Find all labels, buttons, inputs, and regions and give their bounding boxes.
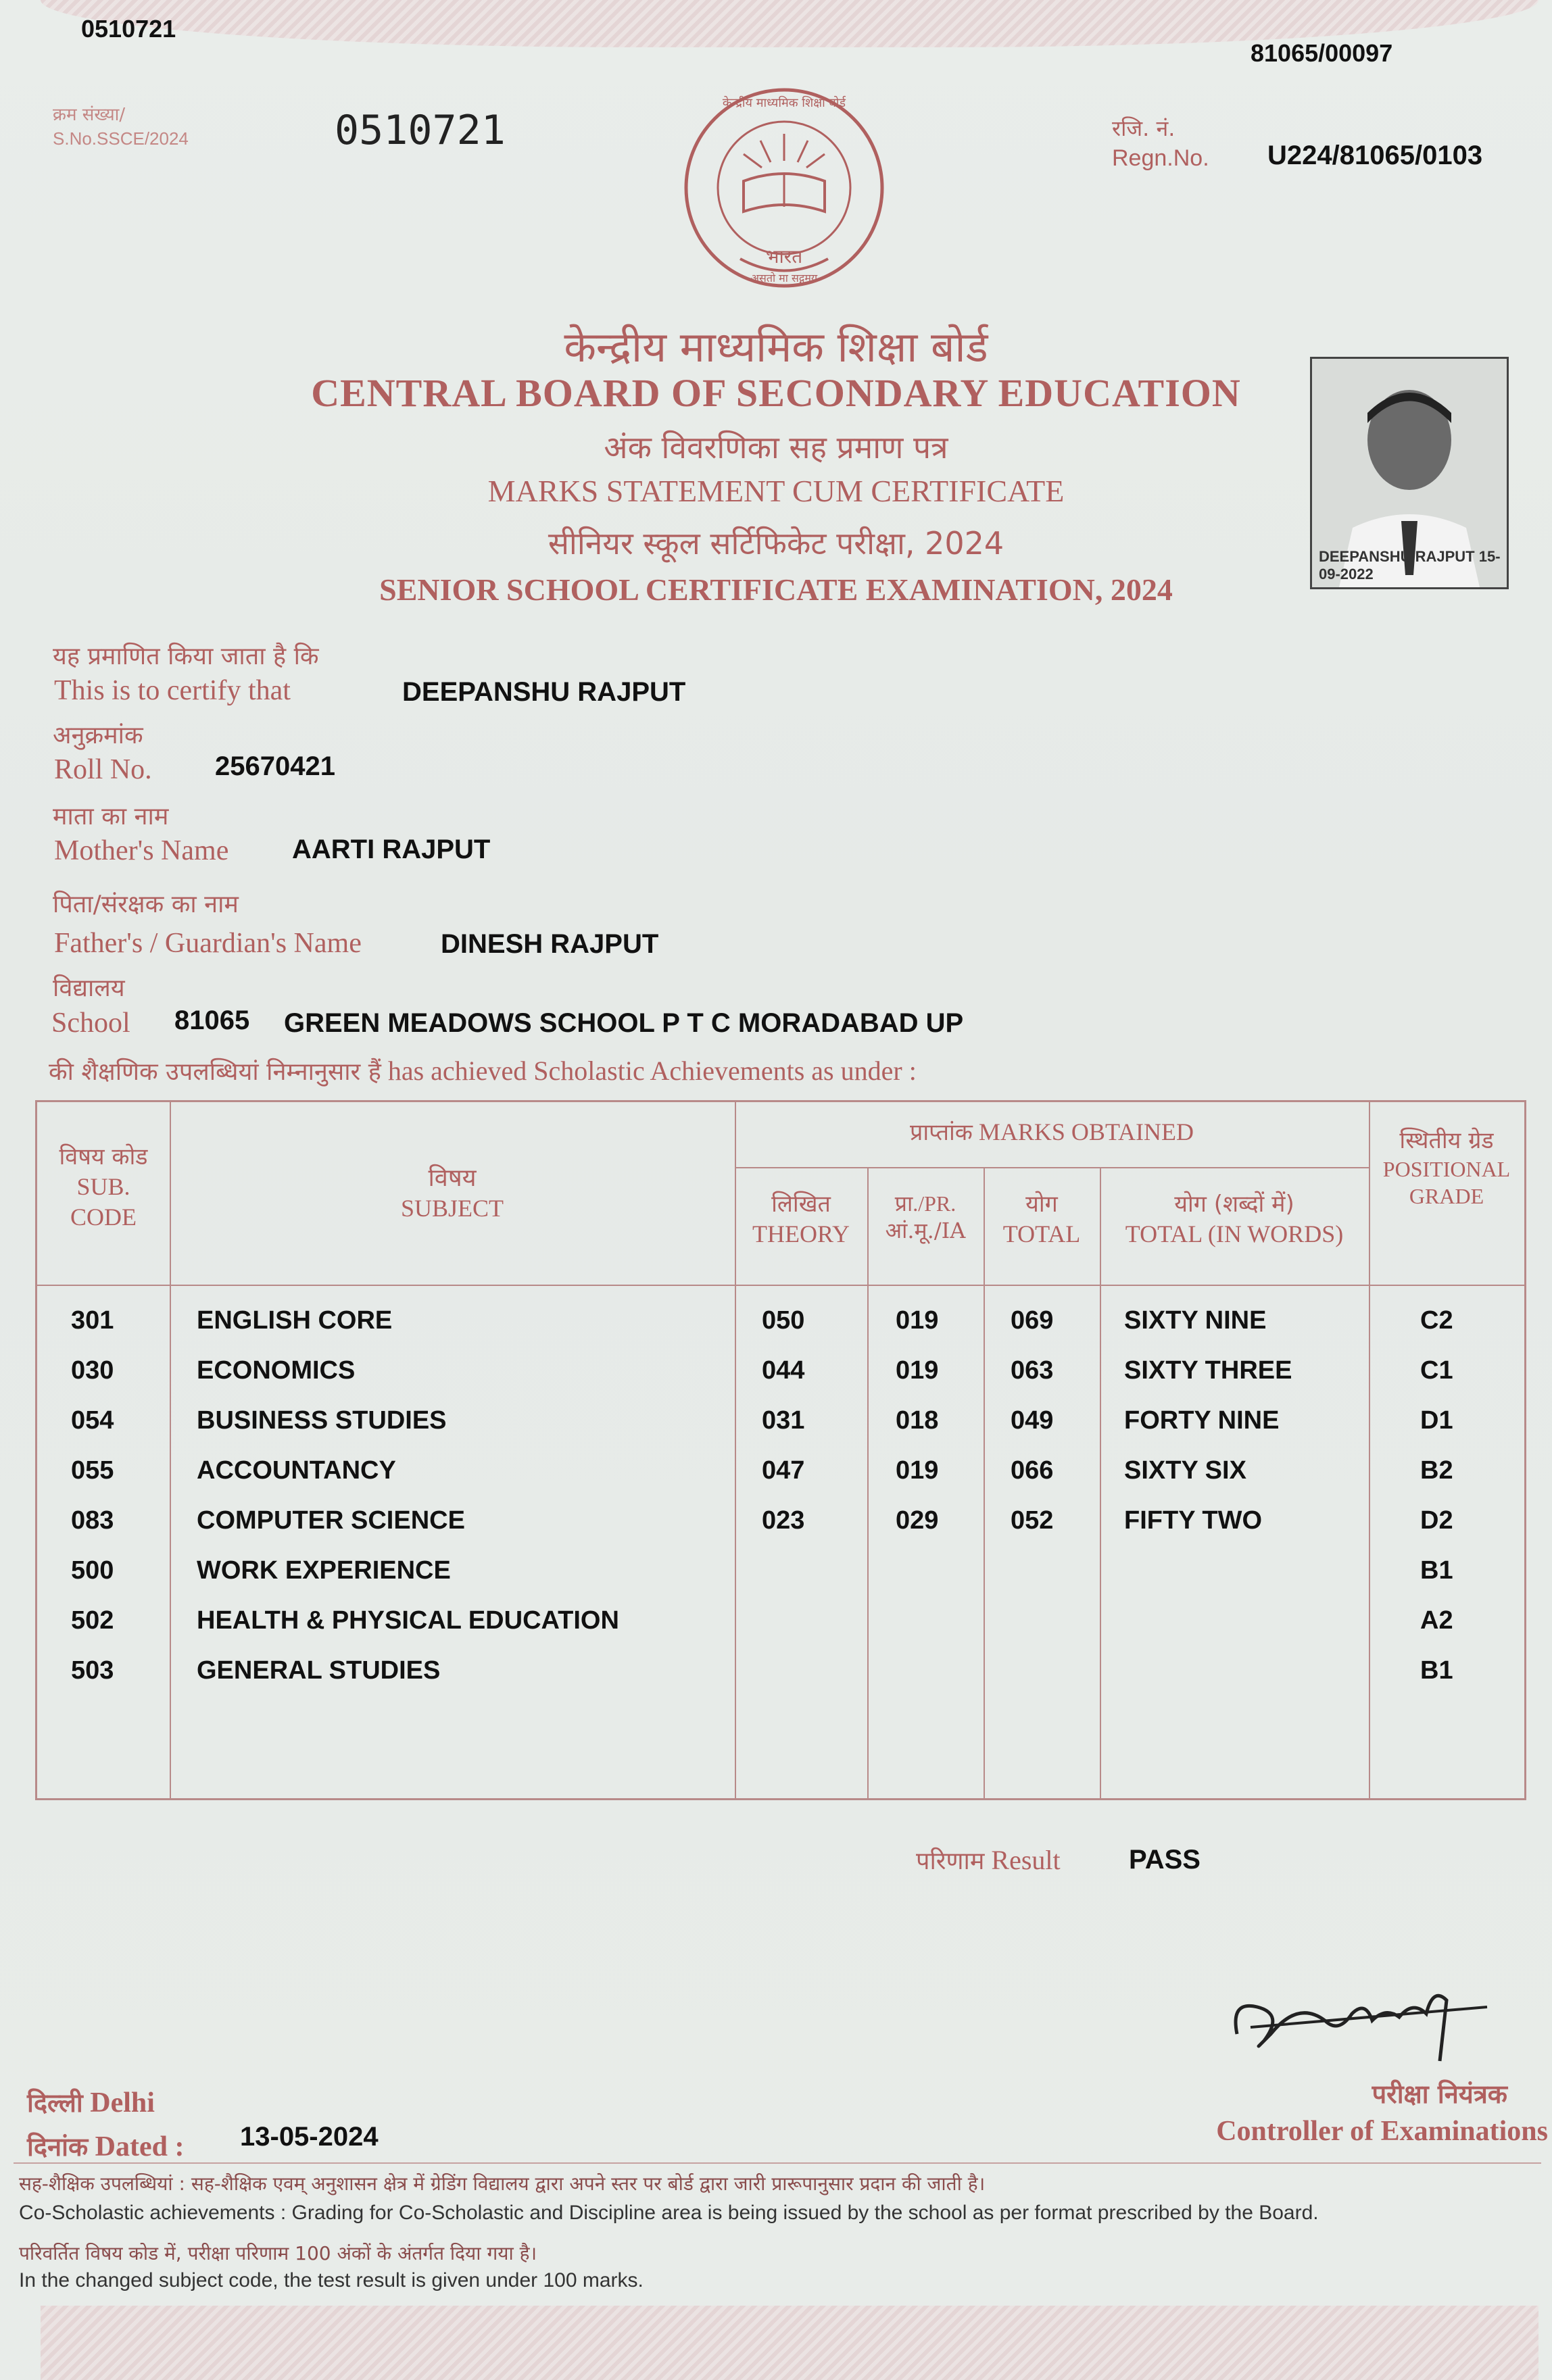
mother-label-hi: माता का नाम: [53, 803, 169, 830]
result-label-hi: परिणाम: [916, 1848, 985, 1875]
subject-code: 054: [71, 1406, 114, 1435]
subject-code: 055: [71, 1456, 114, 1485]
table-row: [37, 1550, 1524, 1600]
header-grade-en1: POSITIONAL: [1382, 1156, 1511, 1181]
table-row: [37, 1349, 1524, 1399]
positional-grade: B1: [1420, 1656, 1453, 1685]
subject-name: BUSINESS STUDIES: [197, 1406, 447, 1435]
header-subject-en: SUBJECT: [400, 1195, 504, 1222]
theory-marks: 023: [762, 1506, 805, 1535]
father-label-hi: पिता/संरक्षक का नाम: [53, 891, 239, 918]
place-hi: दिल्ली: [27, 2088, 83, 2118]
subject-name: GENERAL STUDIES: [197, 1656, 441, 1685]
mother-name: AARTI RAJPUT: [292, 835, 491, 864]
practical-marks: 019: [896, 1456, 939, 1485]
header-practical-en: आं.मू./IA: [885, 1218, 966, 1243]
regn-number: U224/81065/0103: [1267, 141, 1483, 170]
header-sub-code-en2: CODE: [70, 1203, 137, 1231]
subject-name: COMPUTER SCIENCE: [197, 1506, 465, 1535]
header-marks-obtained: [735, 1117, 1369, 1147]
total-in-words: SIXTY SIX: [1124, 1456, 1246, 1485]
roll-label-hi: अनुक्रमांक: [53, 722, 143, 749]
total-in-words: SIXTY NINE: [1124, 1306, 1267, 1335]
note-subject-code-en: In the changed subject code, the test result is given under 100 marks.: [19, 2269, 644, 2291]
table-row: [37, 1399, 1524, 1449]
subject-name: ECONOMICS: [197, 1356, 356, 1385]
candidate-name: DEEPANSHU RAJPUT: [402, 677, 686, 707]
subject-code: 301: [71, 1306, 114, 1335]
subject-code: 500: [71, 1556, 114, 1585]
practical-marks: 018: [896, 1406, 939, 1435]
header-practical-hi: प्रा./PR.: [894, 1191, 956, 1216]
reference-number: 81065/00097: [1251, 39, 1393, 67]
serial-top: 0510721: [81, 15, 176, 43]
controller-title-en: Controller of Examinations: [1216, 2116, 1548, 2147]
header-subject-hi: विषय: [428, 1164, 477, 1192]
serial-label-en: S.No.SSCE/2024: [53, 128, 189, 149]
theory-marks: 044: [762, 1356, 805, 1385]
board-name-en: CENTRAL BOARD OF SECONDARY EDUCATION: [311, 371, 1241, 415]
father-name: DINESH RAJPUT: [441, 929, 659, 959]
header-total-en: TOTAL: [1002, 1220, 1081, 1247]
exam-title-hi: सीनियर स्कूल सर्टिफिकेट परीक्षा, 2024: [548, 525, 1004, 562]
total-in-words: SIXTY THREE: [1124, 1356, 1292, 1385]
total-marks: 049: [1011, 1406, 1054, 1435]
subject-code: 083: [71, 1506, 114, 1535]
candidate-photo: [1310, 357, 1509, 589]
positional-grade: D1: [1420, 1406, 1453, 1435]
photo-stamp: DEEPANSHU RAJPUT 15-09-2022: [1319, 548, 1501, 582]
table-row: [37, 1449, 1524, 1499]
header-subject: [170, 1163, 735, 1224]
serial-number: 0510721: [335, 107, 506, 154]
decorative-border-bottom: [41, 2306, 1538, 2380]
subject-name: ENGLISH CORE: [197, 1306, 393, 1335]
positional-grade: A2: [1420, 1606, 1453, 1635]
practical-marks: 019: [896, 1356, 939, 1385]
note-subject-code-hi: परिवर्तित विषय कोड में, परीक्षा परिणाम 100 अंकों के अंतर्गत दिया गया है।: [19, 2242, 537, 2264]
certify-label-en: This is to certify that: [54, 675, 291, 706]
issue-date: 13-05-2024: [240, 2122, 379, 2152]
school-label-hi: विद्यालय: [53, 974, 125, 1002]
dated-label-en: Dated :: [95, 2131, 185, 2162]
document-title-en: MARKS STATEMENT CUM CERTIFICATE: [487, 474, 1065, 508]
serial-label-hi: क्रम संख्या/: [53, 105, 126, 125]
roll-number: 25670421: [215, 751, 335, 781]
header-grade-hi: स्थितीय ग्रेड: [1399, 1127, 1494, 1154]
table-divider: [735, 1167, 1369, 1168]
table-row: [37, 1600, 1524, 1650]
school-label-en: School: [51, 1008, 130, 1039]
total-marks: 069: [1011, 1306, 1054, 1335]
practical-marks: 029: [896, 1506, 939, 1535]
total-marks: 052: [1011, 1506, 1054, 1535]
header-theory: [735, 1190, 867, 1249]
achievement-intro-en: has achieved Scholastic Achievements as under :: [387, 1056, 917, 1086]
header-practical: [867, 1190, 984, 1244]
table-row: [37, 1299, 1524, 1349]
document-title-hi: अंक विवरणिका सह प्रमाण पत्र: [604, 429, 948, 466]
positional-grade: C1: [1420, 1356, 1453, 1385]
mother-label-en: Mother's Name: [54, 835, 229, 866]
header-total-words: [1100, 1190, 1369, 1249]
footer-rule: [14, 2162, 1541, 2164]
controller-title-hi: परीक्षा नियंत्रक: [1372, 2079, 1507, 2109]
header-theory-en: THEORY: [752, 1220, 850, 1247]
dated-label-hi: दिनांक: [27, 2132, 89, 2162]
father-label-en: Father's / Guardian's Name: [54, 928, 362, 959]
total-in-words: FORTY NINE: [1124, 1406, 1280, 1435]
seal-text-bharat: भारत: [765, 245, 803, 268]
controller-signature: [1223, 1960, 1494, 2081]
subject-code: 503: [71, 1656, 114, 1685]
certify-label-hi: यह प्रमाणित किया जाता है कि: [53, 643, 319, 670]
header-total: [984, 1190, 1100, 1249]
seal-motto: असतो मा सद्गमय: [750, 272, 818, 284]
total-marks: 066: [1011, 1456, 1054, 1485]
table-row: [37, 1650, 1524, 1700]
result-value: PASS: [1129, 1845, 1201, 1875]
header-sub-code: [37, 1143, 170, 1233]
subject-code: 502: [71, 1606, 114, 1635]
place-en: Delhi: [90, 2087, 155, 2118]
subject-name: WORK EXPERIENCE: [197, 1556, 451, 1585]
positional-grade: D2: [1420, 1506, 1453, 1535]
header-theory-hi: लिखित: [771, 1191, 831, 1218]
header-total-words-en: TOTAL (IN WORDS): [1125, 1220, 1344, 1247]
header-sub-code-en1: SUB.: [76, 1172, 130, 1200]
result-label-en: Result: [991, 1845, 1061, 1875]
dated-label: [27, 2129, 184, 2164]
positional-grade: B2: [1420, 1456, 1453, 1485]
header-marks-en: MARKS OBTAINED: [978, 1118, 1194, 1145]
result-label: [916, 1843, 1061, 1877]
header-total-hi: योग: [1025, 1191, 1058, 1218]
place: [27, 2085, 155, 2120]
subject-code: 030: [71, 1356, 114, 1385]
table-row: [37, 1499, 1524, 1550]
header-marks-hi: प्राप्तांक: [909, 1119, 973, 1146]
practical-marks: 019: [896, 1306, 939, 1335]
positional-grade: B1: [1420, 1556, 1453, 1585]
subject-name: HEALTH & PHYSICAL EDUCATION: [197, 1606, 619, 1635]
header-total-words-hi: योग (शब्दों में): [1174, 1191, 1294, 1218]
total-marks: 063: [1011, 1356, 1054, 1385]
school-code: 81065: [174, 1006, 250, 1035]
theory-marks: 031: [762, 1406, 805, 1435]
roll-label-en: Roll No.: [54, 754, 152, 785]
board-name-hi: केन्द्रीय माध्यमिक शिक्षा बोर्ड: [564, 322, 988, 372]
seal-ring-text: केन्द्रीय माध्यमिक शिक्षा बोर्ड: [722, 96, 846, 110]
total-in-words: FIFTY TWO: [1124, 1506, 1263, 1535]
marks-table: [35, 1100, 1526, 1800]
header-positional-grade: [1369, 1126, 1524, 1210]
positional-grade: C2: [1420, 1306, 1453, 1335]
theory-marks: 047: [762, 1456, 805, 1485]
achievement-intro-hi: की शैक्षणिक उपलब्धियां निम्नानुसार हैं: [49, 1058, 381, 1086]
note-coscholastic-en: Co-Scholastic achievements : Grading for Co-Scholastic and Discipline area is being issued by the school as per format prescribed by the Board.: [19, 2202, 1319, 2224]
note-coscholastic-hi: सह-शैक्षिक उपलब्धियां : सह-शैक्षिक एवम् अनुशासन क्षेत्र में ग्रेडिंग विद्यालय द्वारा अपने स्तर पर बोर्ड द्वारा जारी प्रारूपानुसार प्रदान की जाती है।: [19, 2173, 986, 2195]
subject-name: ACCOUNTANCY: [197, 1456, 396, 1485]
regn-label-hi: रजि. नं.: [1112, 116, 1175, 141]
regn-label-en: Regn.No.: [1112, 145, 1209, 171]
theory-marks: 050: [762, 1306, 805, 1335]
header-sub-code-hi: विषय कोड: [59, 1143, 148, 1170]
header-grade-en2: GRADE: [1409, 1183, 1484, 1208]
school-name: GREEN MEADOWS SCHOOL P T C MORADABAD UP: [284, 1008, 964, 1038]
achievement-intro: [49, 1054, 917, 1087]
exam-title-en: SENIOR SCHOOL CERTIFICATE EXAMINATION, 2024: [379, 572, 1173, 607]
table-header-rule: [37, 1285, 1524, 1286]
